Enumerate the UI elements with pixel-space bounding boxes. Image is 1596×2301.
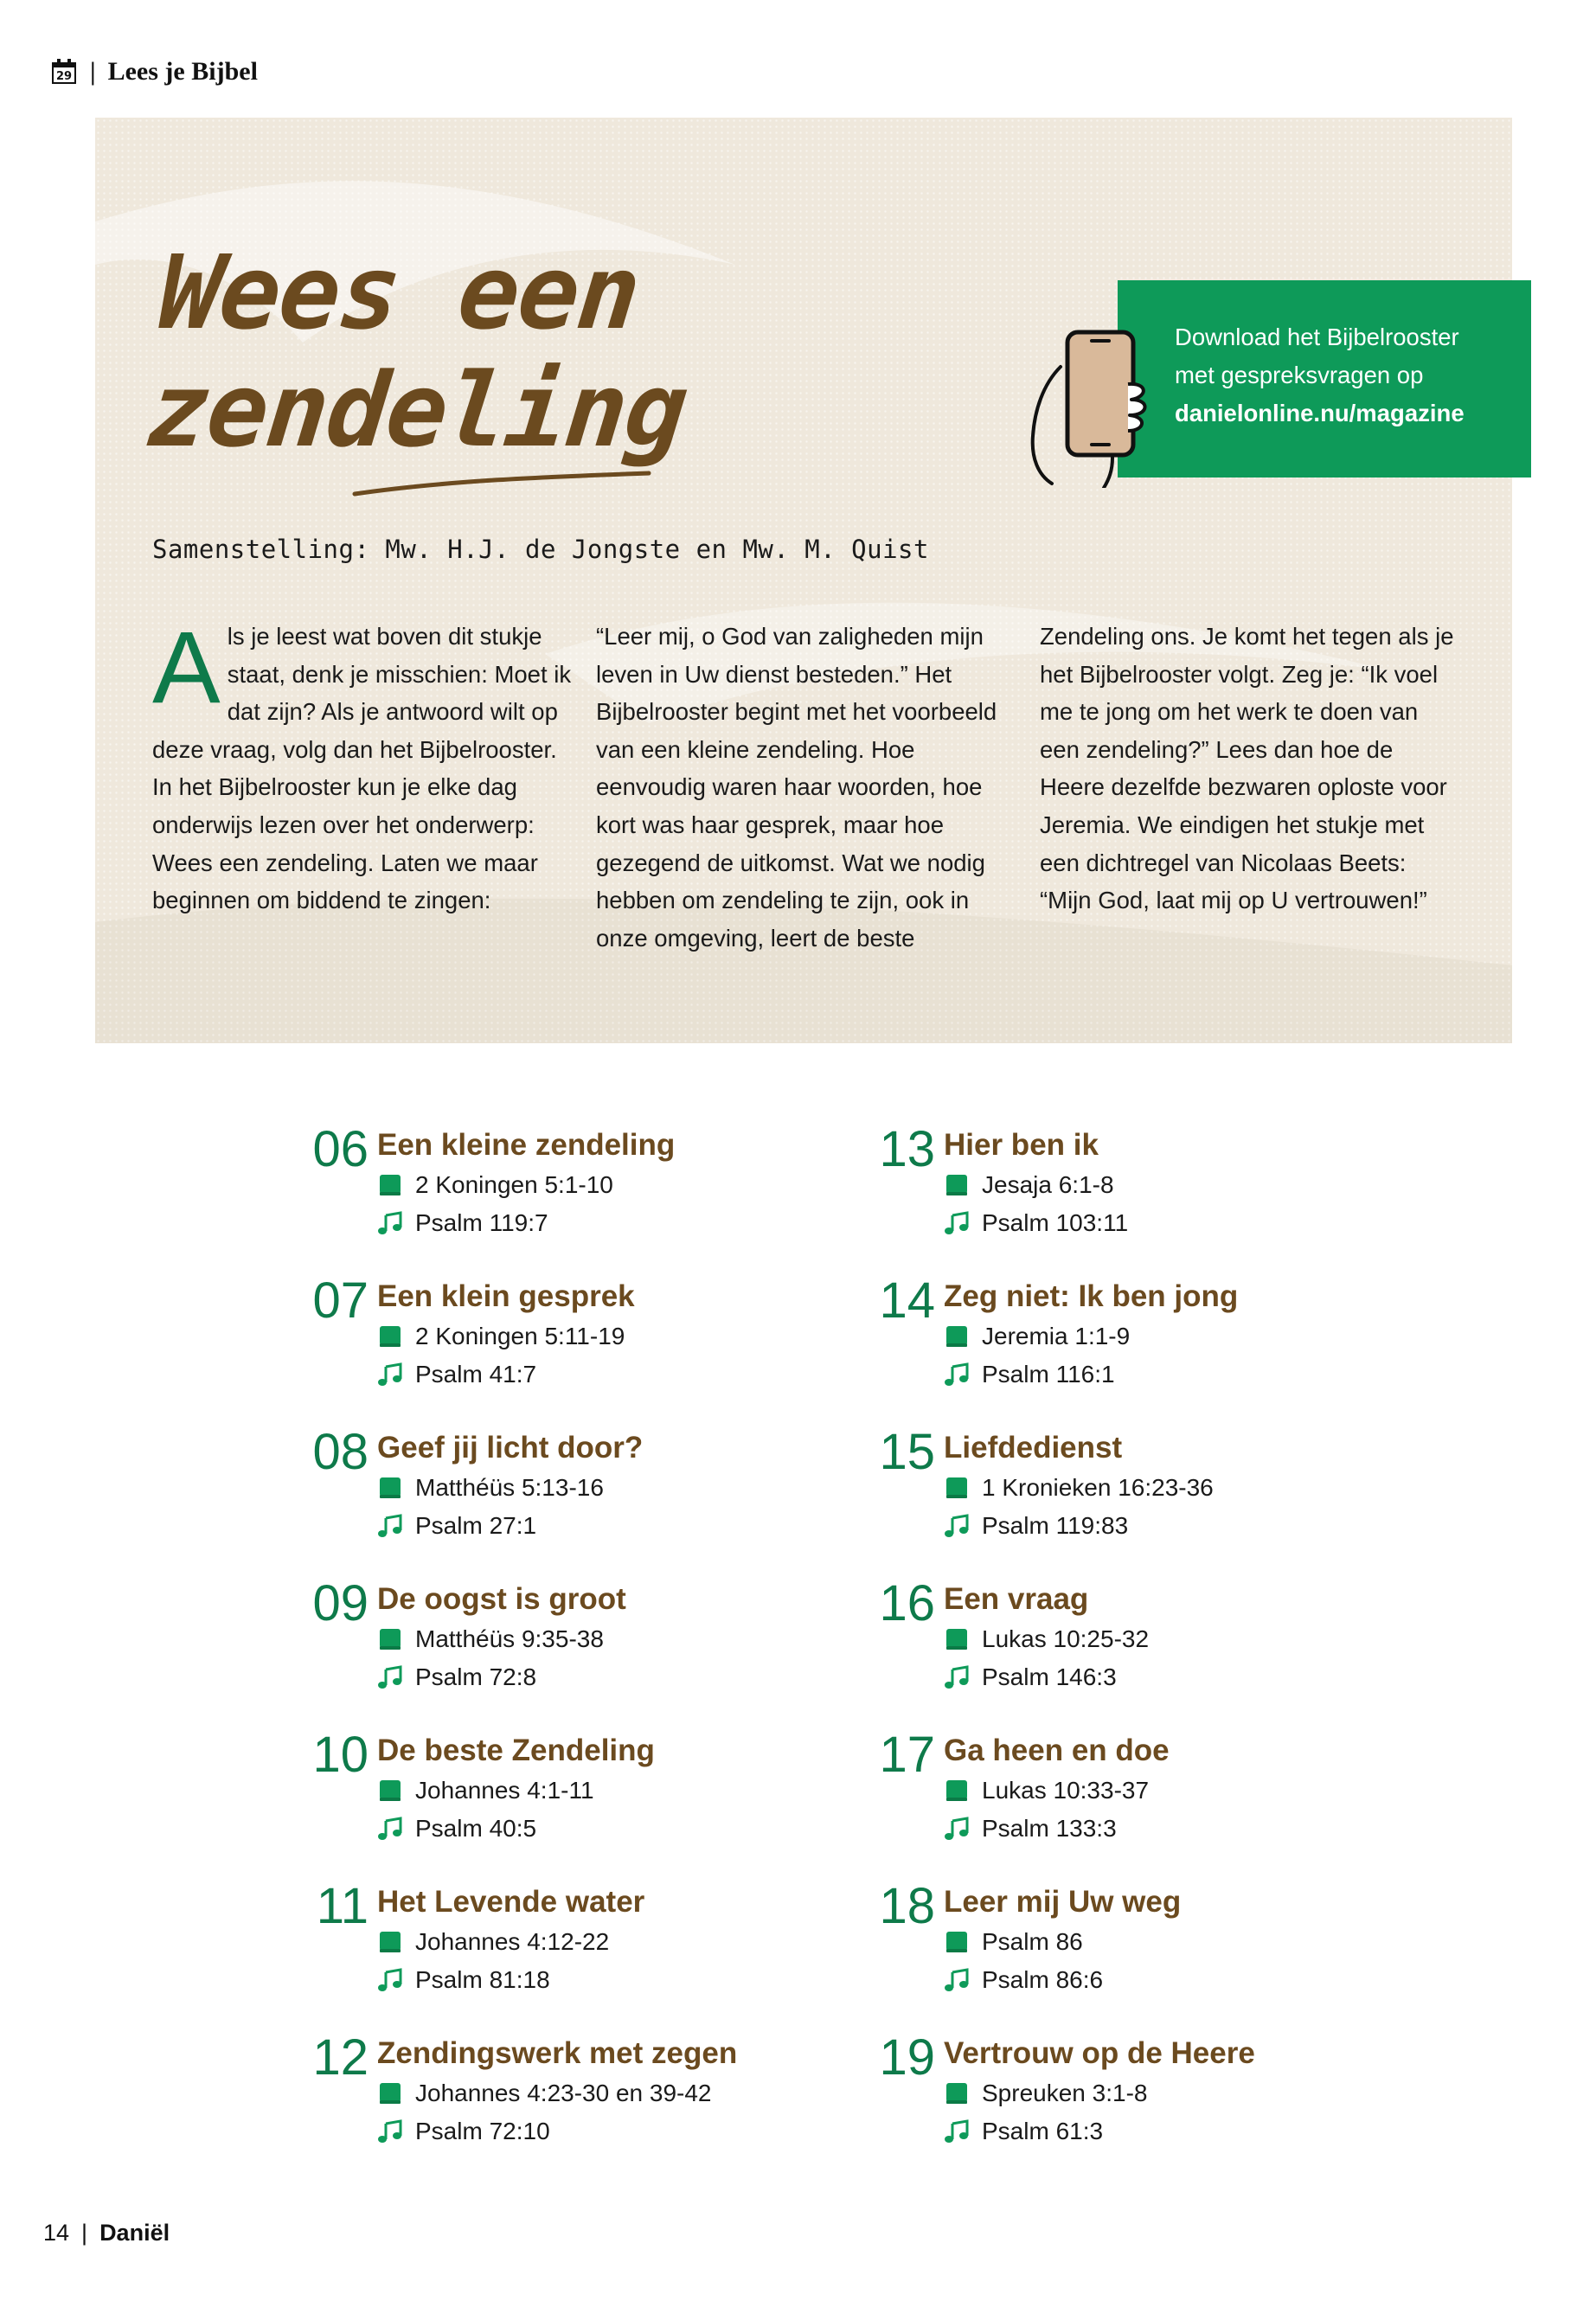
book-icon: [944, 1778, 970, 1804]
book-icon: [377, 1324, 403, 1349]
psalm-text: Psalm 72:10: [415, 2118, 550, 2144]
reading-text: Matthéüs 5:13-16: [415, 1474, 604, 1501]
music-note-icon: [944, 1816, 970, 1842]
day-number: 12: [312, 2029, 369, 2086]
entry-title: Geef jij licht door?: [377, 1431, 644, 1465]
schedule-entry: [298, 1878, 851, 2016]
psalm-text: Psalm 81:18: [415, 1966, 550, 1993]
reading-text: 2 Koningen 5:1-10: [415, 1171, 613, 1198]
day-number: 16: [879, 1575, 935, 1631]
music-note-icon: [377, 1362, 403, 1388]
compiler-credit: Samenstelling: Mw. H.J. de Jongste en Mw. M. Quist: [152, 535, 929, 564]
phone-in-hand-icon: [1026, 306, 1156, 488]
intro-column-3: [1040, 618, 1464, 920]
music-note-icon: [944, 2118, 970, 2144]
entry-title: Ga heen en doe: [944, 1734, 1170, 1767]
bible-reading: [377, 2076, 712, 2111]
book-icon: [377, 1626, 403, 1652]
download-link[interactable]: danielonline.nu/magazine: [1175, 400, 1465, 426]
bible-reading: [944, 1925, 1083, 1959]
music-note-icon: [377, 2118, 403, 2144]
music-note-icon: [944, 1513, 970, 1539]
bible-reading: [944, 1773, 1149, 1808]
drop-cap: A: [152, 611, 221, 725]
schedule-entry: [864, 1727, 1418, 1865]
entry-title: Een vraag: [944, 1582, 1089, 1616]
psalm-reference: [377, 2114, 550, 2149]
psalm-reference: [377, 1509, 536, 1543]
download-line-1: Download het Bijbelrooster: [1175, 324, 1459, 350]
intro-text-3: Zendeling ons. Je komt het tegen als je het Bijbelrooster volgt. Zeg je: “Ik voel me te jong om het werk te doen van een zendeling?” Lees dan hoe de Heere dezelfde bezwaren oploste voor Jeremia. We eindigen het stukje met een dichtregel van Nicolaas Beets: “Mijn God, laat mij op U vertrouwen!”: [1040, 623, 1454, 914]
svg-text:29: 29: [55, 70, 73, 83]
music-note-icon: [944, 1362, 970, 1388]
psalm-reference: [944, 1206, 1128, 1240]
music-note-icon: [377, 1664, 403, 1690]
schedule-entry: [864, 2029, 1418, 2168]
bible-reading: [944, 1471, 1214, 1505]
reading-text: Spreuken 3:1-8: [982, 2080, 1148, 2106]
psalm-text: Psalm 41:7: [415, 1361, 537, 1388]
entry-title: Zendingswerk met zegen: [377, 2036, 738, 2070]
psalm-reference: [944, 1660, 1117, 1695]
entry-title: De oogst is groot: [377, 1582, 626, 1616]
brush-stroke: [346, 468, 657, 503]
reading-text: Jesaja 6:1-8: [982, 1171, 1114, 1198]
bible-reading: [944, 1622, 1149, 1657]
book-icon: [377, 1172, 403, 1198]
schedule-entry: [298, 1727, 851, 1865]
music-note-icon: [377, 1967, 403, 1993]
music-note-icon: [944, 1210, 970, 1236]
download-callout: [1118, 280, 1531, 478]
schedule-entry: [864, 1121, 1418, 1259]
entry-title: Een klein gesprek: [377, 1279, 635, 1313]
psalm-text: Psalm 119:7: [415, 1209, 548, 1236]
magazine-name: Daniël: [99, 2220, 170, 2246]
psalm-reference: [944, 1357, 1115, 1392]
psalm-text: Psalm 40:5: [415, 1815, 537, 1842]
reading-text: Johannes 4:23-30 en 39-42: [415, 2080, 712, 2106]
reading-text: 2 Koningen 5:11-19: [415, 1323, 625, 1349]
section-label: Lees je Bijbel: [107, 57, 258, 86]
day-number: 06: [312, 1121, 369, 1177]
psalm-reference: [944, 1509, 1128, 1543]
book-icon: [944, 1929, 970, 1955]
entry-title: Hier ben ik: [944, 1128, 1099, 1162]
music-note-icon: [944, 1664, 970, 1690]
page-number: 14: [43, 2220, 70, 2246]
bible-reading: [944, 1319, 1130, 1354]
bible-reading: [944, 1168, 1114, 1202]
reading-text: Johannes 4:1-11: [415, 1777, 594, 1804]
psalm-text: Psalm 146:3: [982, 1663, 1117, 1690]
psalm-text: Psalm 116:1: [982, 1361, 1115, 1388]
page-footer: [43, 2220, 170, 2247]
music-note-icon: [377, 1513, 403, 1539]
day-number: 08: [312, 1424, 369, 1480]
hero-panel: [95, 118, 1512, 1043]
psalm-reference: [377, 1660, 536, 1695]
music-note-icon: [944, 1967, 970, 1993]
day-number: 09: [312, 1575, 369, 1631]
schedule-entry: [864, 1575, 1418, 1714]
day-number: 07: [312, 1272, 369, 1329]
entry-title: Leer mij Uw weg: [944, 1885, 1182, 1919]
schedule-entry: [864, 1424, 1418, 1562]
reading-text: Lukas 10:25-32: [982, 1625, 1150, 1652]
entry-title: Vertrouw op de Heere: [944, 2036, 1255, 2070]
day-number: 17: [879, 1727, 935, 1783]
schedule-entry: [298, 1575, 851, 1714]
music-note-icon: [377, 1210, 403, 1236]
title-line-1: Wees een: [153, 233, 644, 352]
reading-text: Psalm 86: [982, 1928, 1083, 1955]
entry-title: Het Levende water: [377, 1885, 645, 1919]
music-note-icon: [377, 1816, 403, 1842]
day-number: 10: [312, 1727, 369, 1783]
header-separator: |: [90, 57, 96, 86]
bible-reading: [377, 1319, 625, 1354]
day-number: 11: [316, 1878, 369, 1934]
footer-separator: |: [81, 2220, 88, 2246]
schedule-entry: [298, 1272, 851, 1411]
psalm-reference: [944, 2114, 1103, 2149]
book-icon: [377, 1778, 403, 1804]
psalm-text: Psalm 103:11: [982, 1209, 1129, 1236]
reading-text: Johannes 4:12-22: [415, 1928, 610, 1955]
bible-reading: [377, 1622, 604, 1657]
psalm-text: Psalm 86:6: [982, 1966, 1104, 1993]
reading-text: Matthéüs 9:35-38: [415, 1625, 604, 1652]
day-number: 19: [879, 2029, 935, 2086]
schedule-entry: [298, 1121, 851, 1259]
entry-title: Liefdedienst: [944, 1431, 1123, 1465]
calendar-icon: [50, 58, 78, 86]
psalm-text: Psalm 27:1: [415, 1512, 537, 1539]
reading-text: Lukas 10:33-37: [982, 1777, 1150, 1804]
day-number: 14: [879, 1272, 935, 1329]
psalm-text: Psalm 61:3: [982, 2118, 1104, 2144]
entry-title: De beste Zendeling: [377, 1734, 655, 1767]
schedule-entry: [298, 2029, 851, 2168]
schedule-entry: [864, 1272, 1418, 1411]
book-icon: [377, 1475, 403, 1501]
day-number: 15: [879, 1424, 935, 1480]
bible-reading: [377, 1168, 613, 1202]
book-icon: [944, 2080, 970, 2106]
entry-title: Een kleine zendeling: [377, 1128, 676, 1162]
psalm-reference: [377, 1206, 548, 1240]
page-title: [142, 234, 704, 469]
intro-text-1: ls je leest wat boven dit stukje staat, denk je misschien: Moet ik dat zijn? Als je antwoord wilt op deze vraag, volg dan het Bijbelrooster. In het Bijbelrooster kun je elke dag onderwijs lezen over het onderwerp: Wees een zendeling. Laten we maar beginnen om biddend te zingen:: [152, 623, 572, 914]
schedule-entry: [298, 1424, 851, 1562]
schedule-entry: [864, 1878, 1418, 2016]
psalm-text: Psalm 119:83: [982, 1512, 1129, 1539]
bible-reading: [377, 1471, 604, 1505]
download-line-2: met gespreksvragen op: [1175, 362, 1424, 388]
psalm-reference: [377, 1811, 536, 1846]
psalm-reference: [944, 1963, 1103, 1997]
psalm-reference: [377, 1963, 550, 1997]
book-icon: [944, 1626, 970, 1652]
page-header: [50, 57, 258, 87]
intro-column-2: [596, 618, 1020, 957]
book-icon: [944, 1475, 970, 1501]
intro-column-1: [152, 611, 576, 920]
reading-text: 1 Kronieken 16:23-36: [982, 1474, 1214, 1501]
book-icon: [944, 1172, 970, 1198]
title-line-2: zendeling: [141, 350, 692, 470]
bible-reading: [377, 1773, 594, 1808]
psalm-text: Psalm 133:3: [982, 1815, 1117, 1842]
entry-title: Zeg niet: Ik ben jong: [944, 1279, 1239, 1313]
intro-text-2: “Leer mij, o God van zaligheden mijn leven in Uw dienst besteden.” Het Bijbelrooster begint met het voorbeeld van een kleine zendeling. Hoe eenvoudig waren haar woorden, hoe kort was haar gesprek, maar hoe gezegend de uitkomst. Wat we nodig hebben om zendeling te zijn, ook in onze omgeving, leert de beste: [596, 623, 997, 952]
reading-text: Jeremia 1:1-9: [982, 1323, 1131, 1349]
psalm-reference: [944, 1811, 1117, 1846]
book-icon: [377, 2080, 403, 2106]
day-number: 18: [879, 1878, 935, 1934]
psalm-reference: [377, 1357, 536, 1392]
day-number: 13: [879, 1121, 935, 1177]
book-icon: [377, 1929, 403, 1955]
bible-reading: [377, 1925, 609, 1959]
book-icon: [944, 1324, 970, 1349]
bible-reading: [944, 2076, 1147, 2111]
psalm-text: Psalm 72:8: [415, 1663, 537, 1690]
